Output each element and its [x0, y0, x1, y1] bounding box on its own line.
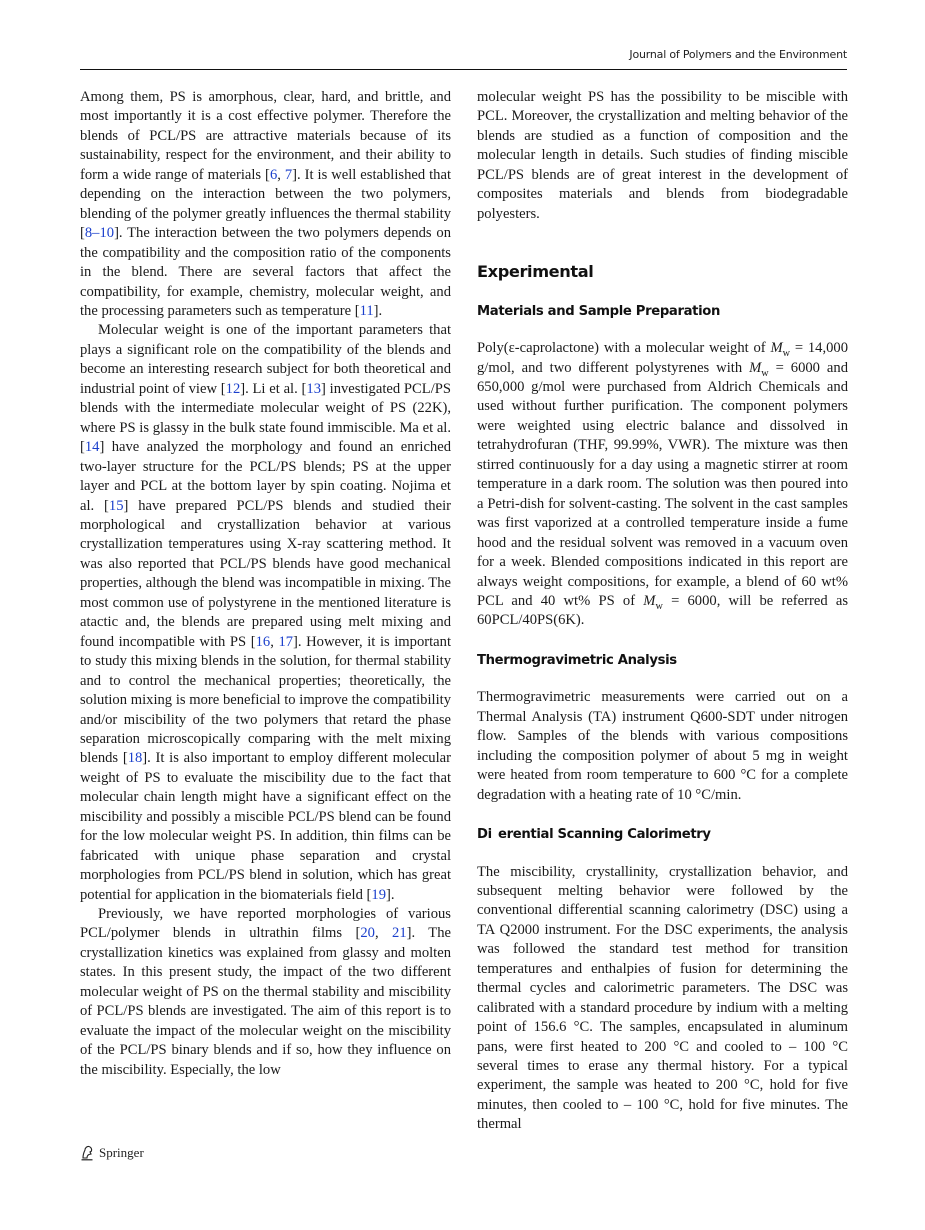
springer-horse-icon	[80, 1145, 94, 1161]
citation-link[interactable]: 14	[84, 439, 100, 456]
page-footer	[80, 1145, 144, 1161]
header-rule	[80, 69, 847, 70]
paragraph: The miscibility, crystallinity, crystallization behavior, and subsequent melting behavior were followed by the conventional differential scanning calorimetry (DSC) using a TA Q2000 instrument. For the DSC experiments, the analysis was followed the standard test method for transition temperatures and enthalpies of fusion for determining the thermal cycles and calorimetric parameters. The DSC was calibrated with a standard procedure by indium with a melting point of 156.6 °C. The samples, encapsulated in aluminum pans, were first heated to 200 °C and cooled to – 100 °C several times to erase any thermal history. For a typical experiment, the sample was heated to 200 °C, hold for five minutes, then cooled to – 100 °C, hold for five minutes. The thermal	[477, 863, 848, 1133]
publisher-name: Springer	[99, 1145, 144, 1160]
citation-link[interactable]: 20	[360, 925, 375, 942]
citation-link[interactable]: 6	[269, 166, 278, 183]
citation-link[interactable]: 19	[371, 886, 386, 903]
subsection-title-dsc: Di erential Scanning Calorimetry	[477, 827, 711, 843]
citation-link[interactable]: 11	[359, 302, 374, 319]
math-symbol: M	[770, 340, 783, 357]
paragraph: molecular weight PS has the possibility to be miscible with PCL. Moreover, the crystallization and melting behavior of the blends are studied as a function of composition and the molecular length in details. Such studies of finding miscible PCL/PS blends are of great interest in the development of composites materials and blends from biodegradable polyesters.	[477, 89, 848, 222]
citation-link[interactable]: 16	[255, 633, 271, 650]
left-column	[80, 88, 451, 1080]
section-title-experimental: Experimental	[477, 262, 594, 282]
citation-link[interactable]: 8–10	[84, 225, 115, 242]
paragraph: Poly(ε-caprolactone) with a molecular weight of $M_w = 14,000$ g/mol, and two different polystyrenes with $M_w = 6000$ and 650,000 g/mol were purchased from Aldrich Chemicals and used without further purification. The component polymers were weighted using electric balance and dissolved in tetrahydrofuran (THF, 99.99%, VWR). The mixture was then stirred continuously for a day using a magnetic stirrer at room temperature in a dark room. The solution was then poured into a Petri-dish for solvent-casting. The solvent in the cast samples was first vaporized at a controlled temperature inside a fume hood and the residual solvent was removed in a vacuum oven for a week. Blended compositions indicated in this report are always weight compositions, for example, a blend of 60 wt% PCL and 40 wt% PS of $M_w = 6000$, will be referred as 60PCL/40PS(6K).	[477, 340, 848, 629]
citation-link[interactable]: 13	[306, 380, 321, 397]
citation-link[interactable]: 21	[392, 925, 407, 942]
paragraph: Among them, PS is amorphous, clear, hard, and brittle, and most importantly it is a cost effective polymer. Therefore the blends of PCL/PS are attractive materials because of its sustainability, respect for the environment, and their ability to form a wide range of materials [6, 7]. It is well established that depending on the interaction between the two polymers, blending of the polymer greatly influences the thermal stability [8–10]. The interaction between the two polymers depends on the compatibility and the composition ratio of the components in the blend. There are several factors that affect the compatibility, for example, chemistry, molecular weight, and the processing parameters such as temperature [11].	[80, 89, 451, 319]
running-head: Journal of Polymers and the Environment	[629, 48, 847, 61]
citation-link[interactable]: 12	[225, 380, 241, 397]
paragraph: Thermogravimetric measurements were carried out on a Thermal Analysis (TA) instrument Q600-SDT under nitrogen flow. Samples of the blends with various compositions including the composition polymer of about 5 mg in weight were heated from room temperature to 600 °C for a complete degradation with a heating rate of 10 °C/min.	[477, 689, 848, 803]
subsection-title-tga: Thermogravimetric Analysis	[477, 652, 677, 668]
citation-link[interactable]: 7	[284, 166, 293, 183]
citation-link[interactable]: 17	[278, 633, 294, 650]
citation-link[interactable]: 18	[127, 750, 143, 767]
right-column	[477, 88, 848, 1135]
subsection-title-materials: Materials and Sample Preparation	[477, 303, 721, 319]
math-symbol: M	[643, 592, 656, 609]
math-symbol: M	[749, 359, 762, 376]
paragraph: Molecular weight is one of the important parameters that plays a significant role on the compatibility of the blends and become an interesting research subject for both theoretical and industrial point of view [12]. Li et al. [13] investigated PCL/PS blends with the intermediate molecular weight of PS (22K), where PS is glassy in the bulk state found immiscible. Ma et al. [14] have analyzed the morphology and found an enriched two-layer structure for the PCL/PS blends; PS at the upper layer and PCL at the bottom layer by spin coating. Nojima et al. [15] have prepared PCL/PS blends and studied their morphological and crystallization behavior at various crystallization temperatures using X-ray scattering method. It was also reported that PCL/PS blends have good mechanical properties, although the blend was incompatible in mixing. The most common use of polystyrene in the mentioned literature is atactic and, the blends are prepared using melt mixing and found incompatible with PS [16, 17]. However, it is important to study this mixing blends in the solution, for thermal stability and to control the mechanical properties; theoretically, the solution mixing is more beneficial to improve the compatibility and/or miscibility of the two polymers that retard the phase separation microscopically comparing with the melt mixing blends [18]. It is also important to employ different molecular weight of PS to evaluate the miscibility due to the fact that molecular chain length might have a significant effect on the miscibility and possibly a miscible PCL/PS blend can be found for the low molecular weight PS. In addition, thin films can be fabricated with unique phase separation and crystal morphologies from PCL/PS blend in solution, which has great potential for application in the biomaterials field [19].	[80, 322, 451, 903]
paragraph: Previously, we have reported morphologies of various PCL/polymer blends in ultrathin films [20, 21]. The crystallization kinetics was explained from glassy and molten states. In this present study, the impact of the two different molecular weight of PS on the thermal stability and miscibility of PCL/PS blends are investigated. The aim of this report is to evaluate the impact of the molecular weight on the miscibility of the PCL/PS binary blends and if so, how they influence on the miscibility. Especially, the low	[80, 906, 451, 1078]
citation-link[interactable]: 15	[108, 497, 124, 514]
